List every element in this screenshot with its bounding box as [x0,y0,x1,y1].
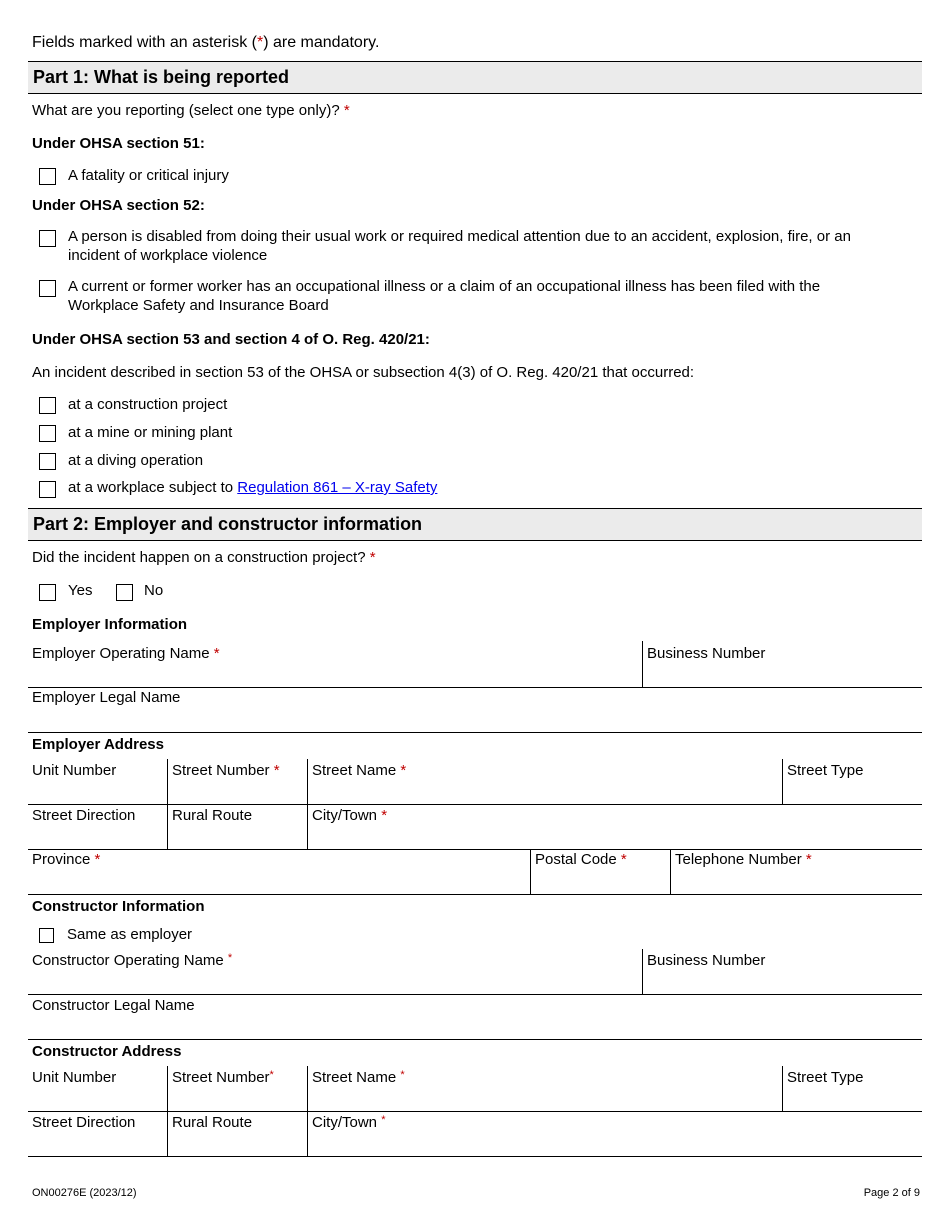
part1-header: Part 1: What is being reported [28,61,922,94]
part2-question: Did the incident happen on a construction project? * [32,549,376,566]
construction-no-checkbox[interactable] [116,584,133,601]
part1-question: What are you reporting (select one type only)? * [32,102,350,119]
constructor-rural-route-label: Rural Route [172,1114,253,1131]
mine-label: at a mine or mining plant [68,424,233,441]
employer-street-direction-label: Street Direction [32,807,136,824]
construction-project-checkbox[interactable] [39,397,56,414]
part2-header: Part 2: Employer and constructor information [28,508,922,541]
employer-province-label: Province * [32,851,101,868]
construction-no-label: No [144,582,164,599]
constructor-street-type-label: Street Type [787,1069,864,1086]
mine-checkbox[interactable] [39,425,56,442]
divider [28,732,922,733]
constructor-operating-name-label: Constructor Operating Name * [32,952,233,969]
employer-street-number-label: Street Number * [172,762,280,779]
construction-project-label: at a construction project [68,396,228,413]
form-id: ON00276E (2023/12) [32,1187,137,1199]
employer-address-heading: Employer Address [32,736,164,753]
fatality-checkbox[interactable] [39,168,56,185]
diving-operation-checkbox[interactable] [39,453,56,470]
disabled-person-label-line2: incident of workplace violence [68,247,268,264]
occupational-illness-label-line2: Workplace Safety and Insurance Board [68,297,329,314]
regulation-861-link[interactable]: Regulation 861 – X-ray Safety [237,479,438,496]
employer-legal-name-label: Employer Legal Name [32,689,181,706]
employer-postal-code-label: Postal Code * [535,851,627,868]
employer-city-town-label: City/Town * [312,807,388,824]
employer-rural-route-label: Rural Route [172,807,253,824]
section53-intro: An incident described in section 53 of the OHSA or subsection 4(3) of O. Reg. 420/21 that occurred: [32,364,695,381]
constructor-legal-name-label: Constructor Legal Name [32,997,195,1014]
divider [28,1039,922,1040]
construction-yes-label: Yes [68,582,93,599]
mandatory-note: Fields marked with an asterisk (*) are mandatory. [32,34,380,51]
constructor-unit-number-label: Unit Number [32,1069,117,1086]
asterisk: * [256,34,264,51]
constructor-street-direction-label: Street Direction [32,1114,136,1131]
occupational-illness-checkbox[interactable] [39,280,56,297]
section52-heading: Under OHSA section 52: [32,197,205,214]
constructor-street-name-label: Street Name * [312,1069,405,1086]
disabled-person-label-line1: A person is disabled from doing their usual work or required medical attention due to an accident, explosion, fire, or an [68,228,851,245]
fatality-label: A fatality or critical injury [68,167,229,184]
divider [28,894,922,895]
constructor-business-number-label: Business Number [647,952,766,969]
construction-yes-checkbox[interactable] [39,584,56,601]
xray-workplace-label: at a workplace subject to Regulation 861 – X-ray Safety [68,479,438,496]
constructor-address-heading: Constructor Address [32,1043,182,1060]
employer-telephone-label: Telephone Number * [675,851,812,868]
divider [28,1156,922,1157]
employer-city-town-field[interactable] [308,805,922,849]
employer-street-name-label: Street Name * [312,762,407,779]
required-marker: * [343,102,350,119]
disabled-person-checkbox[interactable] [39,230,56,247]
employer-info-heading: Employer Information [32,616,188,633]
employer-street-type-label: Street Type [787,762,864,779]
page-number: Page 2 of 9 [863,1187,920,1199]
employer-unit-number-label: Unit Number [32,762,117,779]
occupational-illness-label-line1: A current or former worker has an occupational illness or a claim of an occupational illness has been filed with the [68,278,821,295]
same-as-employer-label: Same as employer [67,926,193,943]
same-as-employer-checkbox[interactable] [39,928,54,943]
section53-heading: Under OHSA section 53 and section 4 of O. Reg. 420/21: [32,331,430,348]
section51-heading: Under OHSA section 51: [32,135,205,152]
diving-operation-label: at a diving operation [68,452,204,469]
employer-province-field[interactable] [28,850,530,894]
constructor-city-town-label: City/Town * [312,1114,386,1131]
required-marker: * [369,549,376,566]
constructor-info-heading: Constructor Information [32,898,205,915]
employer-business-number-label: Business Number [647,645,766,662]
employer-operating-name-label: Employer Operating Name * [32,645,220,662]
xray-workplace-checkbox[interactable] [39,481,56,498]
constructor-street-number-label: Street Number* [172,1069,274,1086]
constructor-city-town-field[interactable] [308,1112,922,1156]
